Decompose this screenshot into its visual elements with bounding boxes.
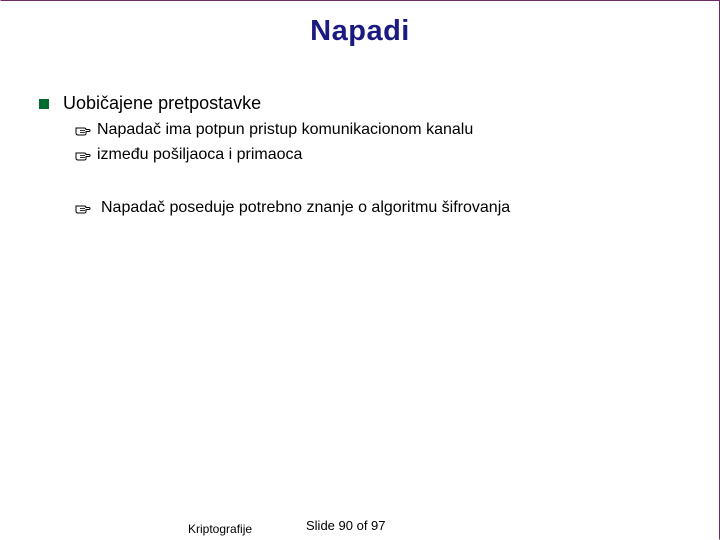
bullet-text: Uobičajene pretpostavke bbox=[63, 93, 262, 113]
sub-bullet bbox=[75, 121, 473, 139]
sub-bullet-text: između pošiljaoca i primaoca bbox=[97, 146, 303, 163]
sub-bullet bbox=[75, 199, 510, 217]
bullet-level1 bbox=[39, 93, 261, 114]
footer-slide-number: Slide 90 of 97 bbox=[306, 518, 386, 533]
sub-bullet-text: Napadač poseduje potrebno znanje o algoritmu šifrovanja bbox=[101, 199, 511, 216]
sub-bullet bbox=[75, 146, 302, 164]
footer-course-name: Kriptografije bbox=[188, 522, 253, 536]
square-bullet-icon bbox=[39, 99, 49, 109]
pointing-hand-icon bbox=[75, 202, 91, 214]
slide-title: Napadi bbox=[310, 15, 410, 47]
pointing-hand-icon bbox=[75, 149, 91, 161]
pointing-hand-icon bbox=[75, 124, 91, 136]
sub-bullet-text: Napadač ima potpun pristup komunikacionom kanalu bbox=[97, 121, 474, 138]
